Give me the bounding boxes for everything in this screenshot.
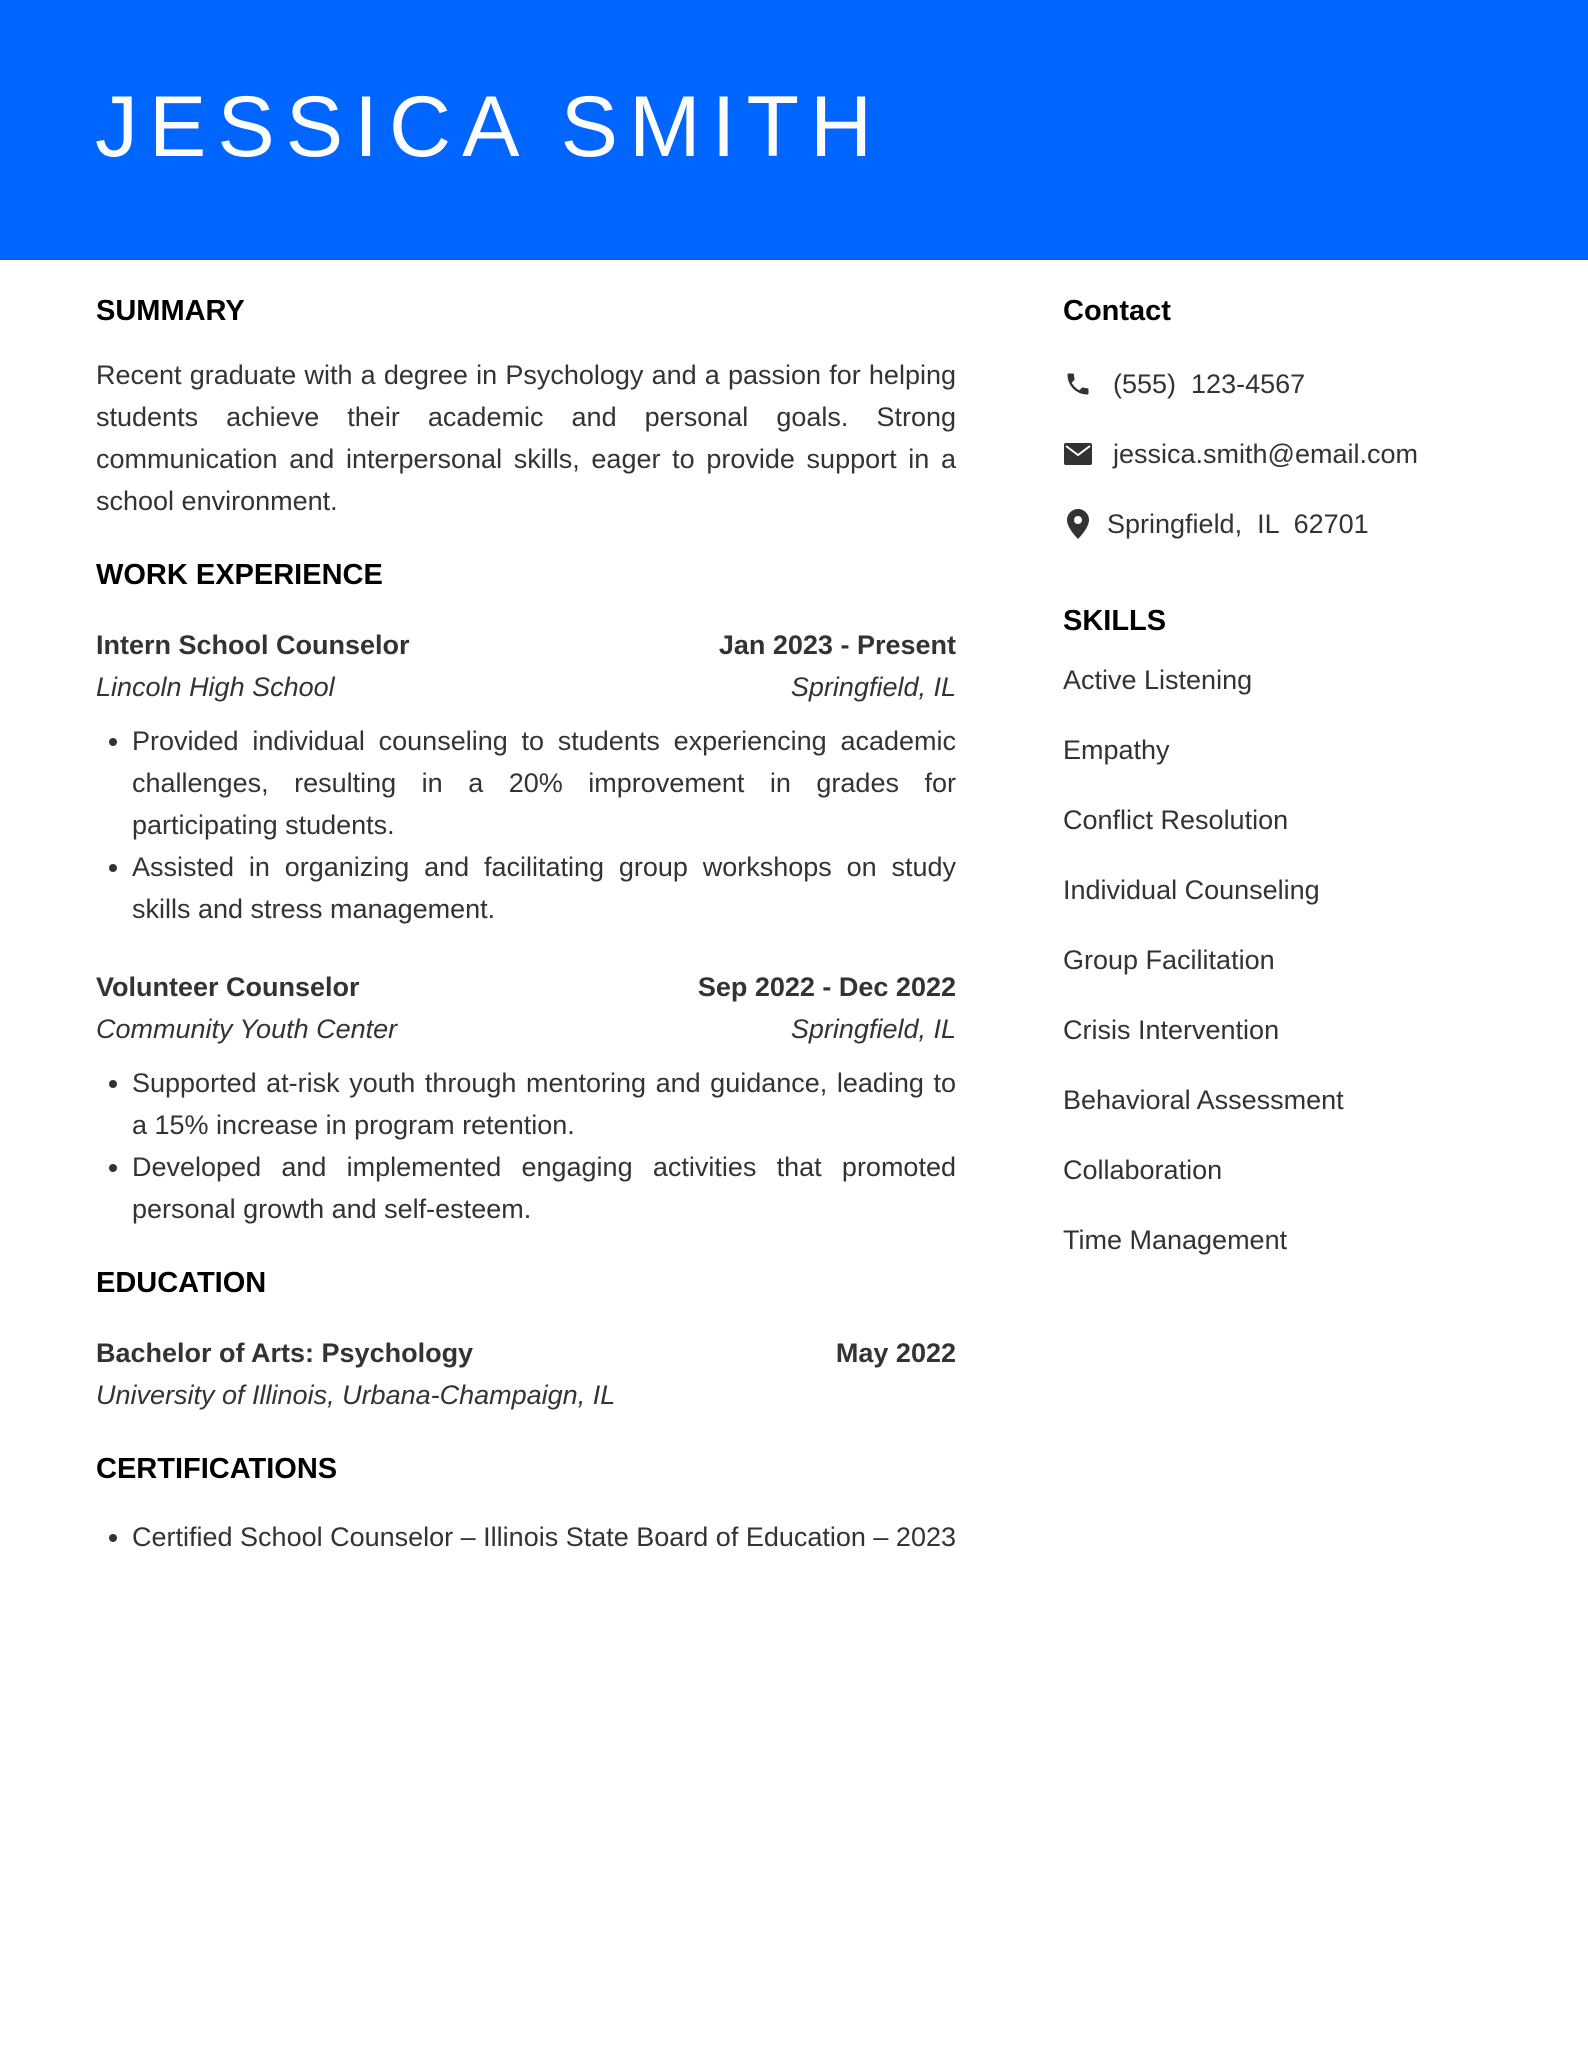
skill-item: Behavioral Assessment [1063, 1085, 1344, 1115]
summary-text: Recent graduate with a degree in Psychology and a passion for helping students achieve their academic and personal goals. Strong communication and interpersonal skills, eager to provide support in a school environment. [96, 360, 956, 516]
education-heading: EDUCATION [96, 1267, 267, 1299]
job-title: Volunteer Counselor [96, 972, 360, 1002]
job-dates: Sep 2022 - Dec 2022 [697, 972, 956, 1002]
candidate-name: JESSICA SMITH [95, 79, 884, 175]
degree-title: Bachelor of Arts: Psychology [96, 1338, 474, 1368]
header-banner [0, 0, 1588, 260]
certification-item: • Certified School Counselor – Illinois State Board of Education – 2023 [132, 1516, 956, 1558]
job-bullet: • Developed and implemented engaging activities that promoted personal growth and self-esteem. [132, 1146, 956, 1230]
contact-phone [1063, 366, 1523, 402]
job-entry [96, 966, 956, 1230]
sidebar-column [1063, 290, 1523, 1258]
skill-item: Time Management [1063, 1225, 1288, 1255]
skills-heading: SKILLS [1063, 605, 1167, 637]
skill-item: Collaboration [1063, 1155, 1223, 1185]
school-name: University of Illinois, Urbana-Champaign, IL [96, 1380, 616, 1410]
job-entry [96, 624, 956, 930]
job-title: Intern School Counselor [96, 630, 410, 660]
job-bullet: • Supported at-risk youth through mentoring and guidance, leading to a 15% increase in program retention. [132, 1062, 956, 1146]
skills-section [1063, 600, 1523, 1258]
skill-item: Individual Counseling [1063, 875, 1320, 905]
skill-item: Empathy [1063, 735, 1170, 765]
contact-section [1063, 290, 1523, 542]
job-organization: Community Youth Center [96, 1014, 398, 1044]
skill-item: Crisis Intervention [1063, 1015, 1280, 1045]
education-entry [96, 1332, 956, 1416]
skill-item: Active Listening [1063, 665, 1253, 695]
job-organization: Lincoln High School [96, 672, 335, 702]
skill-item: Conflict Resolution [1063, 805, 1289, 835]
location-text: Springfield, IL 62701 [1107, 508, 1369, 539]
job-bullet: • Assisted in organizing and facilitating group workshops on study skills and stress management. [132, 846, 956, 930]
work-experience-section [96, 554, 956, 1230]
job-bullets [96, 720, 956, 930]
map-pin-icon [1063, 509, 1093, 539]
job-location: Springfield, IL [790, 1014, 956, 1044]
phone-number[interactable]: (555) 123-4567 [1113, 368, 1306, 399]
summary-heading: SUMMARY [96, 295, 245, 327]
education-section [96, 1262, 956, 1416]
degree-date: May 2022 [835, 1338, 956, 1368]
work-experience-heading: WORK EXPERIENCE [96, 559, 383, 591]
skill-item: Group Facilitation [1063, 945, 1275, 975]
contact-heading: Contact [1063, 295, 1171, 327]
job-bullets [96, 1062, 956, 1230]
certifications-list [96, 1516, 956, 1558]
contact-location [1063, 506, 1523, 542]
main-column [96, 290, 956, 1558]
contact-email [1063, 436, 1523, 472]
email-address[interactable]: jessica.smith@email.com [1113, 438, 1418, 469]
job-bullet: • Provided individual counseling to students experiencing academic challenges, resulting in a 20% improvement in grades for participating students. [132, 720, 956, 846]
envelope-icon [1063, 439, 1093, 469]
certifications-section [96, 1448, 956, 1558]
summary-section [96, 290, 956, 522]
certifications-heading: CERTIFICATIONS [96, 1453, 338, 1485]
phone-icon [1063, 369, 1093, 399]
job-dates: Jan 2023 - Present [718, 630, 956, 660]
job-location: Springfield, IL [790, 672, 956, 702]
